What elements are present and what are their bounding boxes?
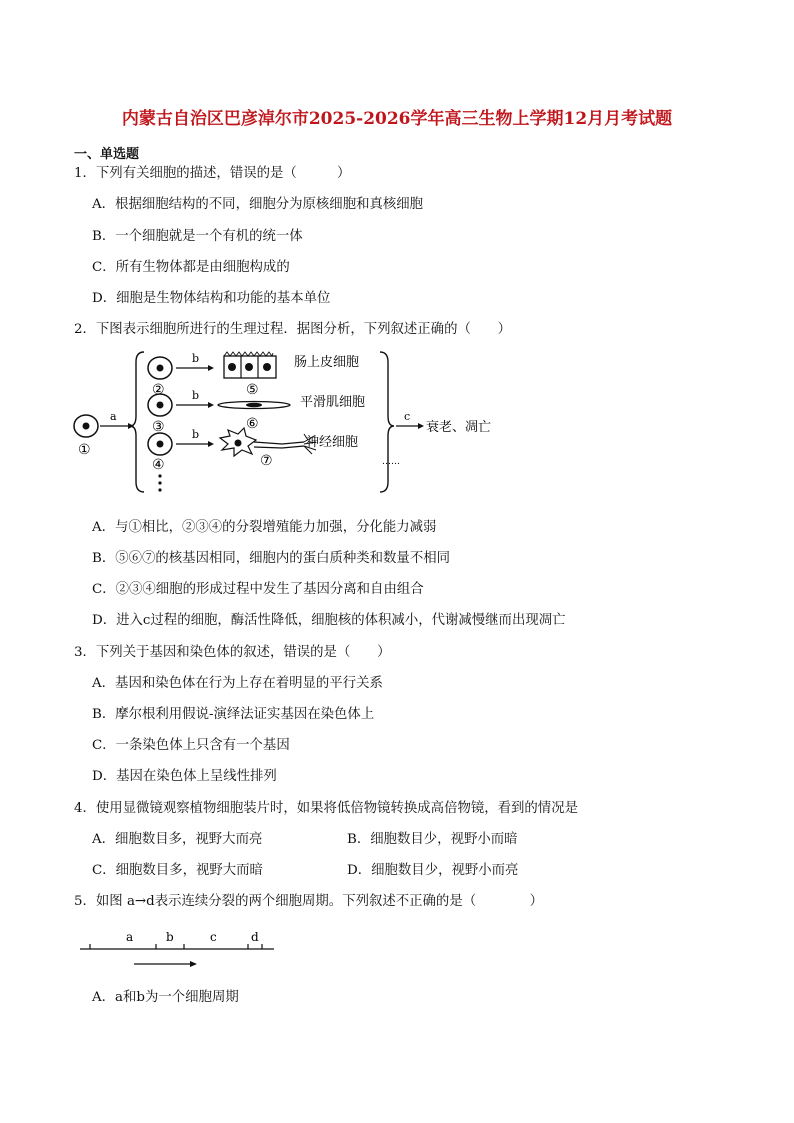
question-3-option-b: B．摩尔根利用假说-演绎法证实基因在染色体上 (92, 707, 375, 722)
segment-c-label: c (210, 930, 217, 944)
question-2-option-a: A．与①相比，②③④的分裂增殖能力加强，分化能力减弱 (92, 520, 437, 535)
question-1-option-a: A．根据细胞结构的不同，细胞分为原核细胞和真核细胞 (92, 197, 424, 212)
question-4-stem: 4．使用显微镜观察植物细胞装片时，如果将低倍物镜转换成高倍物镜，看到的情况是 (74, 801, 578, 816)
more-dots: …… (382, 457, 400, 467)
question-1-option-d: D．细胞是生物体结构和功能的基本单位 (92, 291, 331, 306)
section-heading: 一、单选题 (74, 147, 140, 162)
question-3-option-d: D．基因在染色体上呈线性排列 (92, 769, 277, 784)
question-3-stem: 3．下列关于基因和染色体的叙述，错误的是（ ） (74, 645, 391, 660)
cell-1 (74, 415, 98, 437)
question-1-stem: 1．下列有关细胞的描述，错误的是（ ） (74, 166, 351, 181)
arrow-b-label-2: b (192, 389, 200, 402)
arrow-a-label: a (110, 410, 117, 423)
label-5: ⑤ (246, 382, 259, 398)
segment-d-label: d (251, 930, 259, 944)
question-2-stem: 2．下图表示细胞所进行的生理过程．据图分析，下列叙述正确的（ ） (74, 322, 512, 337)
label-4: ④ (152, 457, 165, 473)
nerve-cell (220, 428, 316, 456)
label-2: ② (152, 382, 165, 398)
segment-a-label: a (126, 930, 134, 944)
question-3-option-c: C．一条染色体上只含有一个基因 (92, 738, 290, 753)
question-1-option-c: C．所有生物体都是由细胞构成的 (92, 260, 290, 275)
label-3: ③ (152, 419, 165, 435)
question-2-option-d: D．进入c过程的细胞，酶活性降低，细胞核的体积减小，代谢减慢继而出现凋亡 (92, 613, 566, 628)
question-1-option-b: B．一个细胞就是一个有机的统一体 (92, 229, 303, 244)
question-4-option-c: C．细胞数目多，视野大而暗 (92, 863, 263, 878)
label-7: ⑦ (260, 453, 273, 469)
segment-b-label: b (166, 930, 174, 944)
question-5-option-a: A．a和b为一个细胞周期 (92, 990, 239, 1005)
label-6: ⑥ (246, 416, 259, 432)
arrow-b-label-1: b (192, 352, 200, 365)
question-2-option-b: B．⑤⑥⑦的核基因相同，细胞内的蛋白质种类和数量不相同 (92, 551, 450, 566)
question-4-option-b: B．细胞数目少，视野小而暗 (347, 832, 518, 847)
arrow-c-label: c (404, 410, 411, 423)
cell-6-name: 平滑肌细胞 (300, 395, 366, 410)
result-label: 衰老、凋亡 (426, 420, 492, 435)
label-1: ① (78, 442, 91, 458)
page-title: 内蒙古自治区巴彦淖尔市2025-2026学年高三生物上学期12月月考试题 (121, 109, 673, 129)
question-5-stem: 5．如图 a→d表示连续分裂的两个细胞周期。下列叙述不正确的是（ ） (74, 894, 544, 909)
arrow-b-label-3: b (192, 428, 200, 441)
smooth-muscle-cell (218, 402, 290, 409)
question-4-option-d: D．细胞数目少，视野小而亮 (347, 863, 519, 878)
cell-7-name: 神经细胞 (306, 435, 359, 450)
cell-5-name: 肠上皮细胞 (294, 355, 360, 370)
question-3-option-a: A．基因和染色体在行为上存在着明显的平行关系 (92, 676, 383, 691)
question-2-option-c: C．②③④细胞的形成过程中发生了基因分离和自由组合 (92, 582, 424, 597)
question-4-option-a: A．细胞数目多，视野大而亮 (92, 832, 263, 847)
cell-differentiation-figure (68, 348, 518, 498)
intestinal-epithelial-cells (224, 352, 276, 378)
cell-cycle-line-figure (76, 926, 286, 971)
